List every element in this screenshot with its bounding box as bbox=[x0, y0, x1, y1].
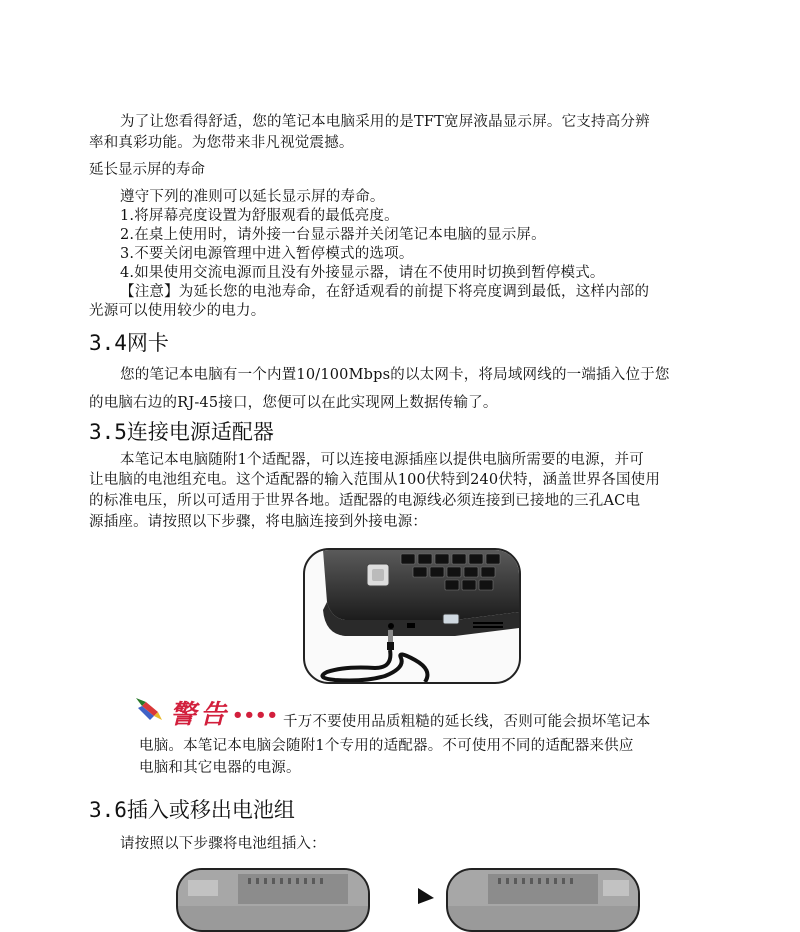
lifespan-item-3: 3.不要关闭电源管理中进入暂停模式的选项。 bbox=[120, 246, 414, 262]
battery-photo-left bbox=[176, 868, 370, 932]
section-3-4-line-2: 的电脑右边的RJ-45接口，您便可以在此实现网上数据传输了。 bbox=[89, 395, 498, 411]
intro-line-1: 为了让您看得舒适，您的笔记本电脑采用的是TFT宽屏液晶显示屏。它支持高分辨 bbox=[120, 114, 650, 130]
intro-line-2: 率和真彩功能。为您带来非凡视觉震撼。 bbox=[89, 135, 354, 151]
warning-line-2: 电脑。本笔记本电脑会随附1个专用的适配器。不可使用不同的适配器来供应 bbox=[139, 738, 634, 754]
section-3-6-heading: 3.6插入或移出电池组 bbox=[89, 798, 295, 822]
section-3-5-line-4: 源插座。请按照以下步骤，将电脑连接到外接电源： bbox=[89, 514, 428, 530]
laptop-adapter-photo bbox=[303, 548, 521, 684]
section-3-5-line-2: 让电脑的电池组充电。这个适配器的输入范围从100伏特到240伏特，涵盖世界各国使用 bbox=[89, 472, 661, 488]
section-3-4-heading: 3.4网卡 bbox=[89, 331, 169, 355]
section-3-5-heading: 3.5连接电源适配器 bbox=[89, 420, 274, 444]
lifespan-note-line-1: 【注意】为延长您的电池寿命，在舒适观看的前提下将亮度调到最低，这样内部的 bbox=[120, 284, 650, 300]
section-3-5-line-1: 本笔记本电脑随附1个适配器，可以连接电源插座以提供电脑所需要的电源，并可 bbox=[120, 452, 644, 468]
section-3-5-line-3: 的标准电压，所以可适用于世界各地。适配器的电源线必须连接到已接地的三孔AC电 bbox=[89, 493, 641, 509]
warning-line-1: 千万不要使用品质粗糙的延长线，否则可能会损坏笔记本 bbox=[283, 714, 651, 730]
section-3-6-line-1: 请按照以下步骤将电池组插入： bbox=[120, 836, 326, 852]
lifespan-item-1: 1.将屏幕亮度设置为舒服观看的最低亮度。 bbox=[120, 208, 399, 224]
lifespan-title: 延长显示屏的寿命 bbox=[89, 162, 205, 178]
lifespan-lead: 遵守下列的准则可以延长显示屏的寿命。 bbox=[120, 189, 385, 205]
lifespan-note-line-2: 光源可以使用较少的电力。 bbox=[89, 303, 266, 319]
warning-pencil-icon bbox=[134, 696, 164, 722]
lifespan-item-2: 2.在桌上使用时，请外接一台显示器并关闭笔记本电脑的显示屏。 bbox=[120, 227, 546, 243]
battery-photo-right bbox=[446, 868, 640, 932]
warning-label: 警告 bbox=[170, 700, 231, 730]
warning-dots: •••• bbox=[232, 705, 279, 726]
arrow-right-icon bbox=[408, 888, 438, 904]
warning-line-3: 电脑和其它电器的电源。 bbox=[139, 760, 301, 776]
section-3-4-line-1: 您的笔记本电脑有一个内置10/100Mbps的以太网卡，将局域网线的一端插入位于您 bbox=[120, 367, 670, 383]
lifespan-item-4: 4.如果使用交流电源而且没有外接显示器，请在不使用时切换到暂停模式。 bbox=[120, 265, 605, 281]
